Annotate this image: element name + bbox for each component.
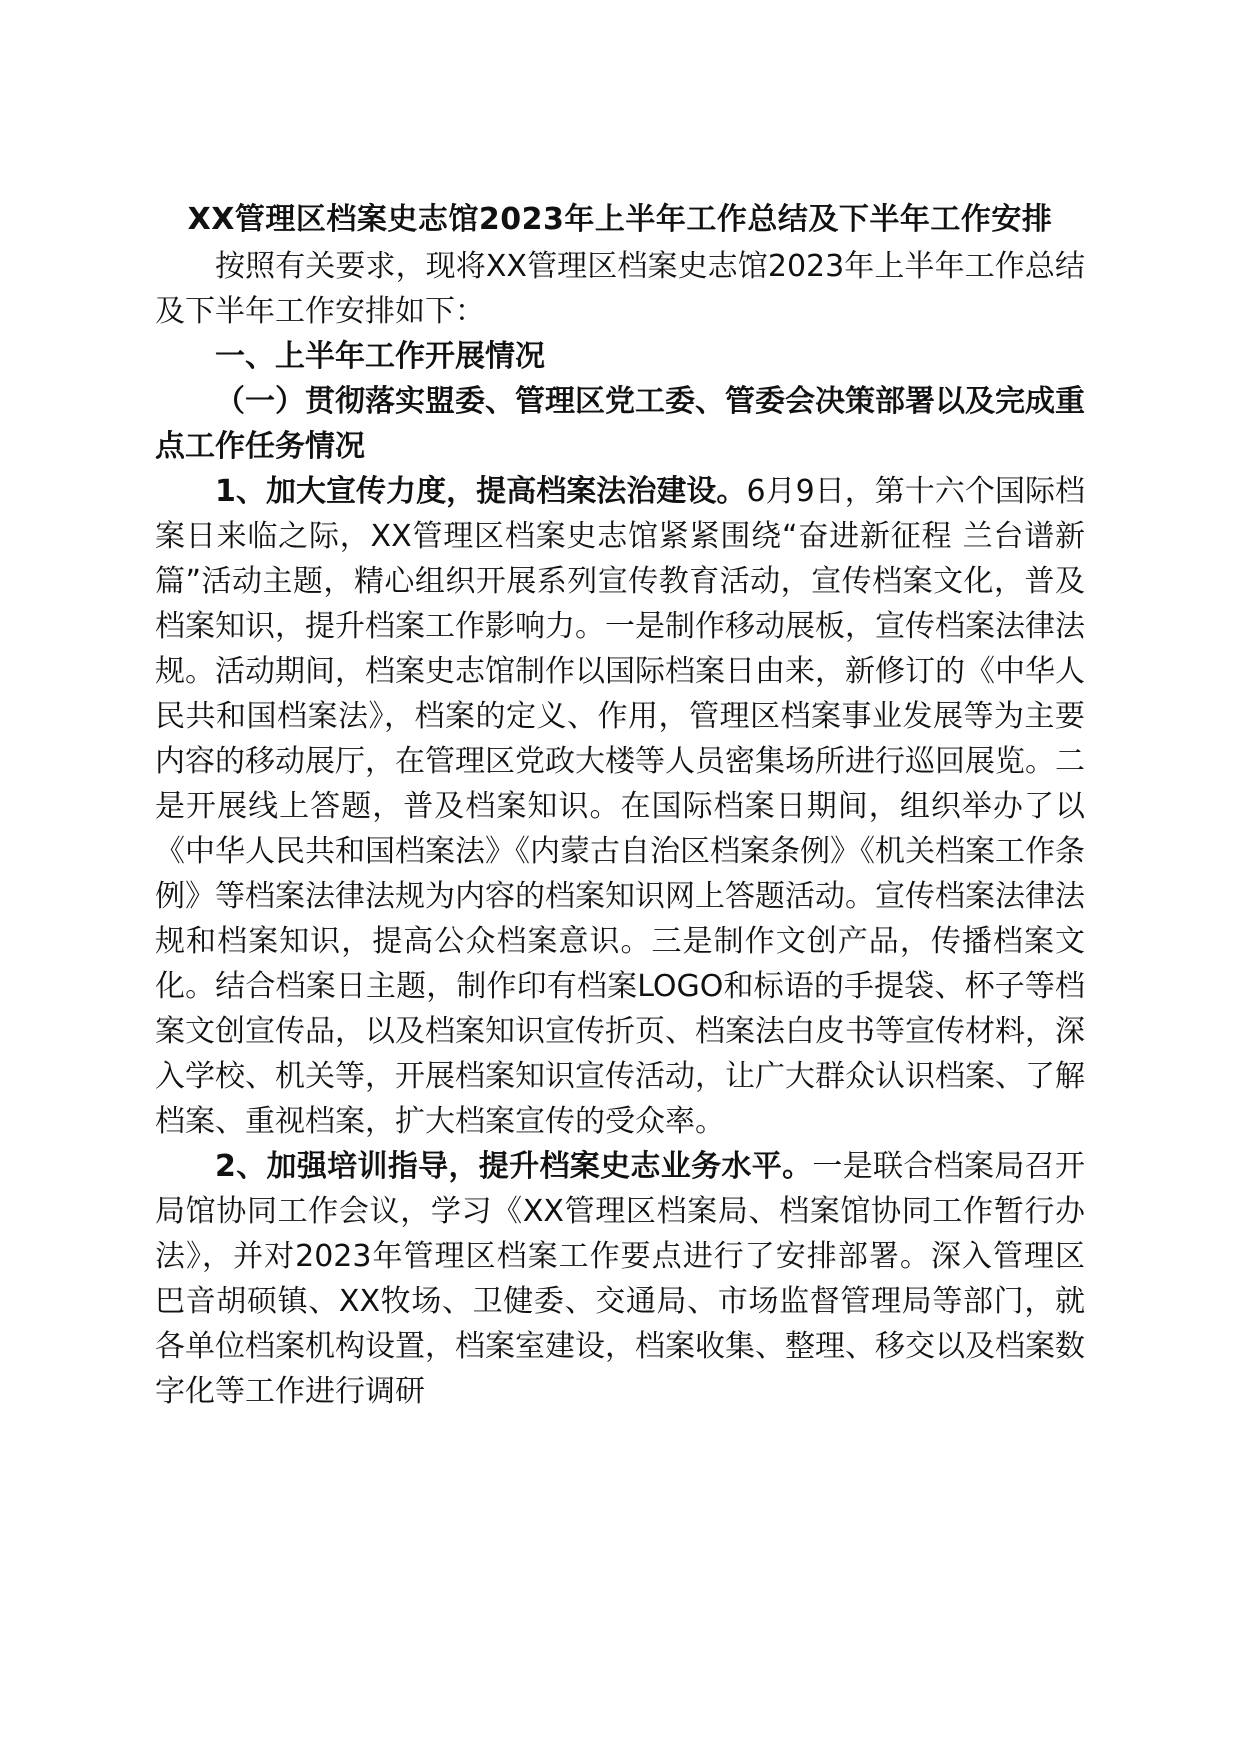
document-page [155, 196, 1085, 1414]
item-paragraph-1 [155, 469, 1085, 1144]
item-body-2: 一是联合档案局召开局馆协同工作会议，学习《XX管理区档案局、档案馆协同工作暂行办法》，并对2023年管理区档案工作要点进行了安排部署。深入管理区巴音胡硕镇、XX牧场、卫健委、交通局、市场监督管理局等部门，就各单位档案机构设置，档案室建设，档案收集、整理、移交以及档案数字化等工作进行调研 [155, 1149, 1086, 1409]
section-heading-1: 一、上半年工作开展情况 [215, 339, 545, 374]
item-lead-1: 1、加大宣传力度，提高档案法治建设。 [215, 474, 747, 509]
subsection-heading-1: （一）贯彻落实盟委、管理区党工委、管委会决策部署以及完成重点工作任务情况 [155, 384, 1085, 464]
intro-paragraph: 按照有关要求，现将XX管理区档案史志馆2023年上半年工作总结及下半年工作安排如下： [155, 249, 1085, 329]
item-lead-2: 2、加强培训指导，提升档案史志业务水平。 [215, 1149, 813, 1184]
item-paragraph-2 [155, 1144, 1085, 1414]
item-body-1: 6月9日，第十六个国际档案日来临之际，XX管理区档案史志馆紧紧围绕“奋进新征程 兰台谱新篇”活动主题，精心组织开展系列宣传教育活动，宣传档案文化，普及档案知识，提升档案工作影响力。一是制作移动展板，宣传档案法律法规。活动期间，档案史志馆制作以国际档案日由来，新修订的《中华人民共和国档案法》，档案的定义、作用，管理区档案事业发展等为主要内容的移动展厅，在管理区党政大楼等人员密集场所进行巡回展览。二是开展线上答题，普及档案知识。在国际档案日期间，组织举办了以《中华人民共和国档案法》《内蒙古自治区档案条例》《机关档案工作条例》等档案法律法规为内容的档案知识网上答题活动。宣传档案法律法规和档案知识，提高公众档案意识。三是制作文创产品，传播档案文化。结合档案日主题，制作印有档案LOGO和标语的手提袋、杯子等档案文创宣传品，以及档案知识宣传折页、档案法白皮书等宣传材料，深入学校、机关等，开展档案知识宣传活动，让广大群众认识档案、了解档案、重视档案，扩大档案宣传的受众率。 [155, 474, 1085, 1139]
document-title: XX管理区档案史志馆2023年上半年工作总结及下半年工作安排 [187, 202, 1053, 237]
